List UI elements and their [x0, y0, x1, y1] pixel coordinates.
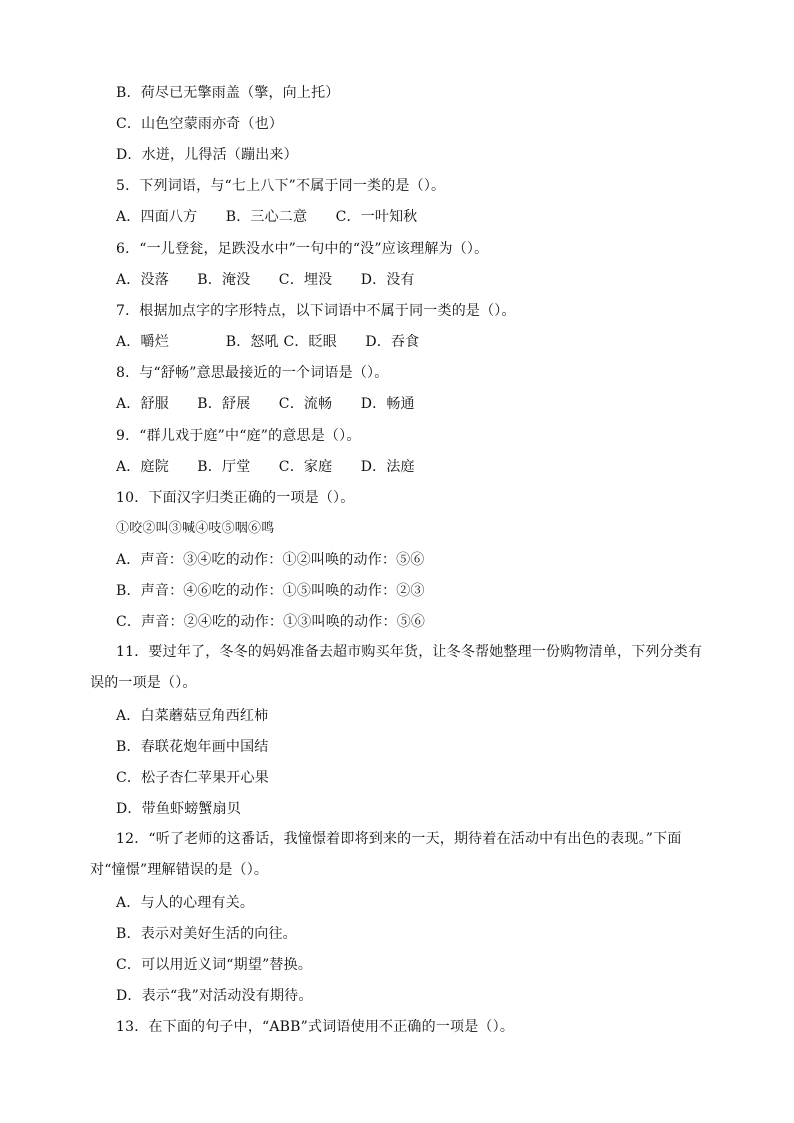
q12-option-a: A．与人的心理有关。 [116, 895, 255, 911]
question-10: 10．下面汉字归类正确的一项是（）。 [116, 490, 355, 506]
q4-option-d: D．水迸，儿得活（蹦出来） [116, 147, 298, 163]
question-7: 7．根据加点字的字形特点，以下词语中不属于同一类的是（）。 [116, 303, 516, 319]
q4-option-c: C．山色空蒙雨亦奇（也） [116, 116, 284, 132]
q9-options: A．庭院 B．厅堂 C．家庭 D．法庭 [116, 459, 415, 475]
q8-options: A．舒服 B．舒展 C．流畅 D．畅通 [116, 396, 415, 412]
question-13: 13．在下面的句子中，“ABB”式词语使用不正确的一项是（）。 [116, 1019, 515, 1035]
question-8: 8．与“舒畅”意思最接近的一个词语是（）。 [116, 365, 389, 381]
q11-option-a: A．白菜蘑菇豆角西红柿 [116, 708, 269, 724]
q11-option-d: D．带鱼虾螃蟹扇贝 [116, 801, 242, 817]
q5-options: A．四面八方 B．三心二意 C．一叶知秋 [116, 209, 418, 225]
q12-option-b: B．表示对美好生活的向往。 [116, 926, 297, 942]
question-12: 12．“听了老师的这番话，我憧憬着即将到来的一天，期待着在活动中有出色的表现。”下面对“憧憬”理解错误的是（）。 [90, 831, 682, 878]
q4-option-b: B．荷尽已无擎雨盖（擎，向上托） [116, 85, 340, 101]
q7-options: A．嚼烂 B．怒吼 C．眨眼 D．吞食 [116, 334, 420, 350]
question-11: 11．要过年了，冬冬的妈妈准备去超市购买年货，让冬冬帮她整理一份购物清单，下列分类有误的一项是（）。 [90, 644, 703, 691]
q12-option-c: C．可以用近义词“期望”替换。 [116, 957, 313, 973]
q11-option-b: B．春联花炮年画中国结 [116, 739, 269, 755]
question-6: 6．“一儿登瓮，足跌没水中”一句中的“没”应该理解为（）。 [116, 241, 489, 257]
q10-option-a: A．声音：③④吃的动作：①②叫唤的动作：⑤⑥ [116, 552, 425, 568]
q10-characters: ①咬②叫③喊④吱⑤咽⑥鸣 [116, 521, 275, 536]
q10-option-c: C．声音：②④吃的动作：①③叫唤的动作：⑤⑥ [116, 614, 426, 630]
q12-option-d: D．表示“我”对活动没有期待。 [116, 988, 313, 1004]
q11-option-c: C．松子杏仁苹果开心果 [116, 770, 269, 786]
question-9: 9．“群儿戏于庭”中“庭”的意思是（）。 [116, 428, 361, 444]
question-5: 5．下列词语，与“七上八下”不属于同一类的是（）。 [116, 178, 446, 194]
q10-option-b: B．声音：④⑥吃的动作：①⑤叫唤的动作：②③ [116, 583, 425, 599]
q6-options: A．没落 B．淹没 C．埋没 D．没有 [116, 272, 415, 288]
